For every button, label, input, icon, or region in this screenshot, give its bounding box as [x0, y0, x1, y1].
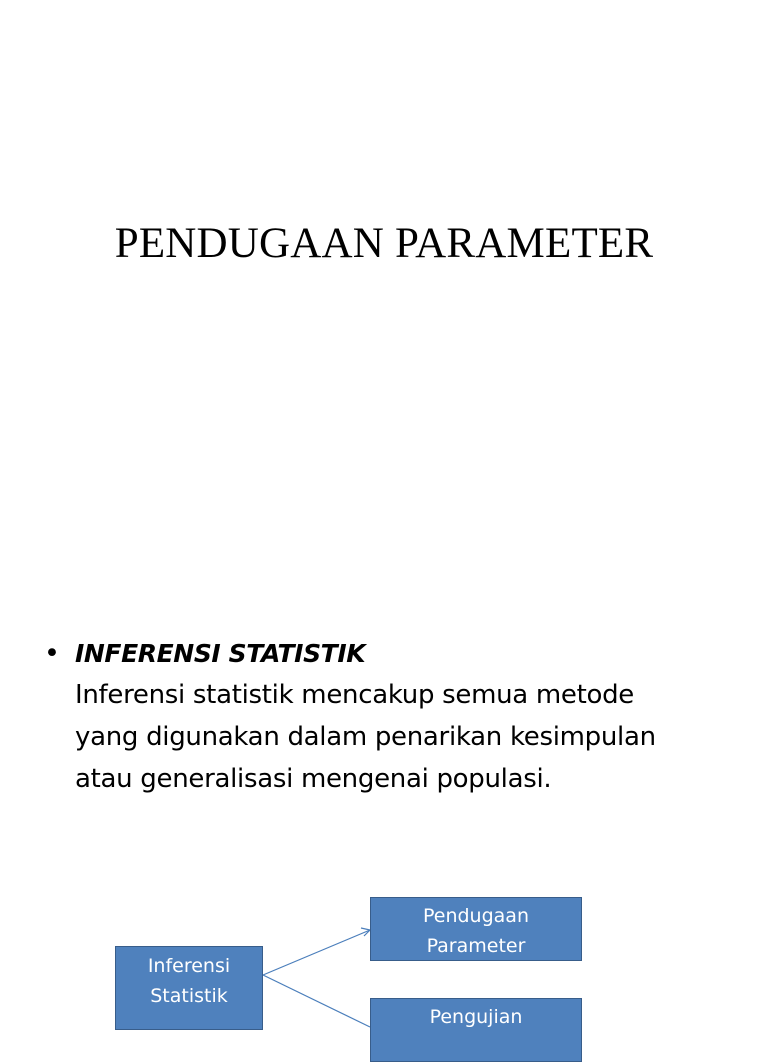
bullet-body [75, 674, 735, 800]
box-pengujian [370, 998, 582, 1062]
box-pendugaan-parameter [370, 897, 582, 961]
bullet-marker: • [44, 638, 60, 669]
body-line-3: atau generalisasi mengenai populasi. [75, 764, 552, 794]
box-pendugaan-line-2: Parameter [426, 935, 526, 957]
bullet-heading: INFERENSI STATISTIK [75, 639, 366, 668]
bullet-heading-row [44, 636, 744, 674]
slide-title: PENDUGAAN PARAMETER [114, 220, 654, 267]
box-pengujian-line-1: Pengujian [429, 1006, 523, 1028]
connector-to-pengujian [263, 975, 370, 1027]
box-pendugaan-line-1: Pendugaan [422, 905, 529, 927]
connector-to-pendugaan [263, 930, 370, 975]
box-inferensi-statistik [115, 946, 263, 1030]
body-line-1: Inferensi statistik mencakup semua metode [75, 680, 635, 710]
body-line-2: yang digunakan dalam penarikan kesimpulan [75, 722, 656, 752]
box-inferensi-line-2: Statistik [150, 985, 228, 1007]
bullet-section [44, 636, 744, 800]
inference-diagram [0, 880, 768, 1028]
box-inferensi-line-1: Inferensi [147, 955, 231, 977]
